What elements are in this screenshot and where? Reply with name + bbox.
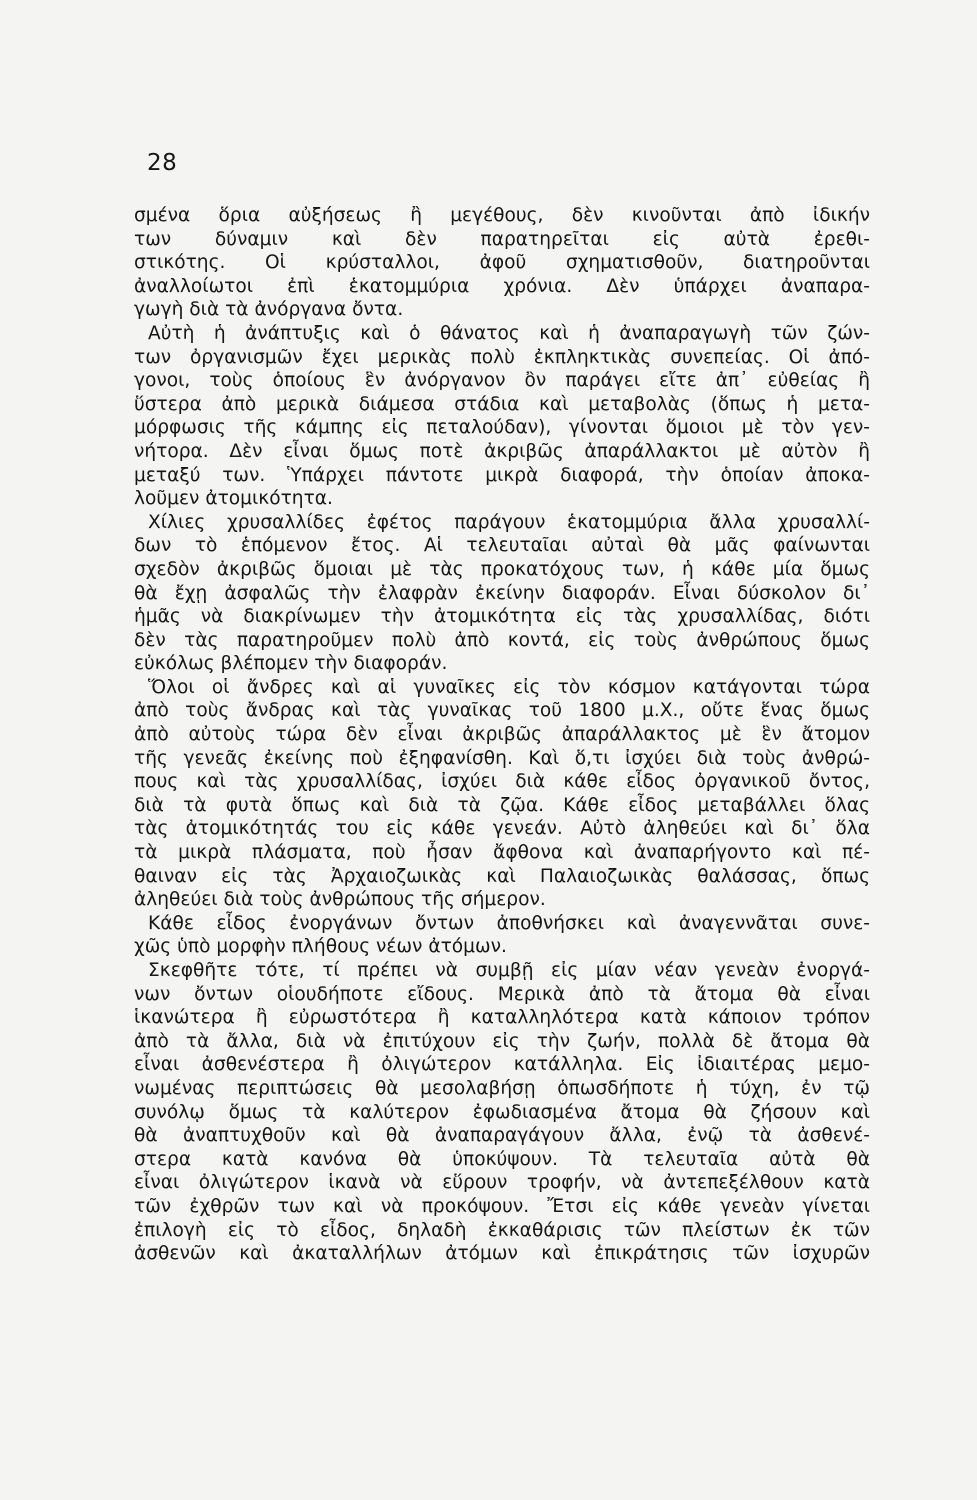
text-line: ἐπιλογὴ εἰς τὸ εἶδος, δηλαδὴ ἐκκαθάρισις τῶν πλείστων ἐκ τῶν xyxy=(134,1219,870,1241)
text-line: διὰ τὰ φυτὰ ὅπως καὶ διὰ τὰ ζῷα. Κάθε εἶδος μεταβάλλει ὅλας xyxy=(134,794,870,816)
text-line: των ὀργανισμῶν ἔχει μερικὰς πολὺ ἐκπληκτικὰς συνεπείας. Οἱ ἀπό- xyxy=(134,346,870,368)
text-line: πους καὶ τὰς χρυσαλλίδας, ἰσχύει διὰ κάθε εἶδος ὀργανικοῦ ὄντος, xyxy=(134,771,870,793)
text-line: νων ὄντων οἱουδήποτε εἴδους. Μερικὰ ἀπὸ τὰ ἄτομα θὰ εἶναι xyxy=(134,983,870,1005)
page-number: 28 xyxy=(147,150,178,176)
text-line: μόρφωσις τῆς κάμπης εἰς πεταλούδαν), γίνονται ὅμοιοι μὲ τὸν γεν- xyxy=(134,417,870,439)
text-line: ἀπὸ τὰ ἄλλα, διὰ νὰ ἐπιτύχουν εἰς τὴν ζωήν, πολλὰ δὲ ἄτομα θὰ xyxy=(134,1030,870,1052)
text-line: γονοι, τοὺς ὁποίους ἓν ἀνόργανον ὂν παράγει εἴτε ἀπ᾽ εὐθείας ἢ xyxy=(134,370,870,392)
text-line: εὐκόλως βλέπομεν τὴν διαφοράν. xyxy=(134,653,448,675)
text-line: ἀναλλοίωτοι ἐπὶ ἑκατομμύρια χρόνια. Δὲν ὑπάρχει ἀναπαρα- xyxy=(134,275,870,297)
text-line: στερα κατὰ κανόνα θὰ ὑποκύψουν. Τὰ τελευταῖα αὐτὰ θὰ xyxy=(134,1148,870,1170)
text-line: εἶναι ὀλιγώτερον ἱκανὰ νὰ εὕρουν τροφήν, νὰ ἀντεπεξέλθουν κατὰ xyxy=(134,1172,870,1194)
text-line: δων τὸ ἑπόμενον ἔτος. Αἱ τελευταῖαι αὐταὶ θὰ μᾶς φαίνωνται xyxy=(134,535,870,557)
text-line: Χίλιες χρυσαλλίδες ἐφέτος παράγουν ἑκατομμύρια ἄλλα χρυσαλλί- xyxy=(148,511,870,533)
text-line: θὰ ἀναπτυχθοῦν καὶ θὰ ἀναπαραγάγουν ἄλλα, ἐνῷ τὰ ἀσθενέ- xyxy=(134,1125,870,1147)
text-line: Κάθε εἶδος ἐνοργάνων ὄντων ἀποθνήσκει καὶ ἀναγεννᾶται συνε- xyxy=(148,912,870,934)
text-line: Αὐτὴ ἡ ἀνάπτυξις καὶ ὁ θάνατος καὶ ἡ ἀναπαραγωγὴ τῶν ζών- xyxy=(148,322,870,344)
text-line: των δύναμιν καὶ δὲν παρατηρεῖται εἰς αὐτὰ ἐρεθι- xyxy=(134,228,870,250)
body-text xyxy=(134,204,870,1266)
text-line: τῆς γενεᾶς ἐκείνης ποὺ ἐξηφανίσθη. Καὶ ὅ,τι ἰσχύει διὰ τοὺς ἀνθρώ- xyxy=(134,747,870,769)
text-line: σμένα ὅρια αὐξήσεως ἢ μεγέθους, δὲν κινοῦνται ἀπὸ ἰδικήν xyxy=(134,205,870,226)
text-line: χῶς ὑπὸ μορφὴν πλήθους νέων ἀτόμων. xyxy=(134,936,507,958)
text-line: τὰ μικρὰ πλάσματα, ποὺ ἦσαν ἄφθονα καὶ ἀναπαρήγοντο καὶ πέ- xyxy=(134,842,870,864)
text-line: σχεδὸν ἀκριβῶς ὅμοιαι μὲ τὰς προκατόχους των, ἡ κάθε μία ὅμως xyxy=(134,558,870,580)
text-line: ἀπὸ τοὺς ἄνδρας καὶ τὰς γυναῖκας τοῦ 1800 μ.Χ., οὔτε ἕνας ὅμως xyxy=(134,700,870,722)
text-line: ἀσθενῶν καὶ ἀκαταλλήλων ἀτόμων καὶ ἐπικράτησις τῶν ἰσχυρῶν xyxy=(134,1243,870,1265)
text-line: ἱκανώτερα ἢ εὐρωστότερα ἢ καταλληλότερα κατὰ κάποιον τρόπον xyxy=(134,1007,870,1029)
text-line: εἶναι ἀσθενέστερα ἢ ὀλιγώτερον κατάλληλα. Εἰς ἰδιαιτέρας μεμο- xyxy=(134,1054,870,1076)
text-line: στικότης. Οἱ κρύσταλλοι, ἀφοῦ σχηματισθοῦν, διατηροῦνται xyxy=(134,252,870,274)
text-line: λοῦμεν ἀτομικότητα. xyxy=(134,488,333,510)
text-line: νωμένας περιπτώσεις θὰ μεσολαβήσῃ ὁπωσδήποτε ἡ τύχη, ἐν τῷ xyxy=(134,1077,870,1099)
text-line: συνόλῳ ὅμως τὰ καλύτερον ἐφωδιασμένα ἄτομα θὰ ζήσουν καὶ xyxy=(134,1101,870,1123)
text-line: ὕστερα ἀπὸ μερικὰ διάμεσα στάδια καὶ μεταβολὰς (ὅπως ἡ μετα- xyxy=(134,393,870,415)
text-line: ἡμᾶς νὰ διακρίνωμεν τὴν ἀτομικότητα εἰς τὰς χρυσαλλίδας, διότι xyxy=(134,606,870,628)
text-line: θαιναν εἰς τὰς Ἀρχαιοζωικὰς καὶ Παλαιοζωικὰς θαλάσσας, ὅπως xyxy=(134,865,870,887)
text-line: θὰ ἔχῃ ἀσφαλῶς τὴν ἐλαφρὰν ἐκείνην διαφοράν. Εἶναι δύσκολον δι᾽ xyxy=(134,582,870,604)
text-line: τὰς ἀτομικότητάς του εἰς κάθε γενεάν. Αὐτὸ ἀληθεύει καὶ δι᾽ ὅλα xyxy=(134,818,870,840)
text-line: δὲν τὰς παρατηροῦμεν πολὺ ἀπὸ κοντά, εἰς τοὺς ἀνθρώπους ὅμως xyxy=(134,629,870,651)
text-line: ἀληθεύει διὰ τοὺς ἀνθρώπους τῆς σήμερον. xyxy=(134,889,546,911)
text-line: ἀπὸ αὐτοὺς τώρα δὲν εἶναι ἀκριβῶς ἀπαράλλακτος μὲ ἓν ἄτομον xyxy=(134,724,870,746)
text-line: μεταξύ των. Ὑπάρχει πάντοτε μικρὰ διαφορά, τὴν ὁποίαν ἀποκα- xyxy=(134,464,870,486)
text-line: γωγὴ διὰ τὰ ἀνόργανα ὄντα. xyxy=(134,299,404,321)
text-line: τῶν ἐχθρῶν των καὶ νὰ προκόψουν. Ἔτσι εἰς κάθε γενεὰν γίνεται xyxy=(134,1195,870,1217)
text-line: Σκεφθῆτε τότε, τί πρέπει νὰ συμβῇ εἰς μίαν νέαν γενεὰν ἐνοργά- xyxy=(148,960,870,981)
text-line: νήτορα. Δὲν εἶναι ὅμως ποτὲ ἀκριβῶς ἀπαράλλακτοι μὲ αὐτὸν ἢ xyxy=(134,440,870,462)
text-line: Ὅλοι οἱ ἄνδρες καὶ αἱ γυναῖκες εἰς τὸν κόσμον κατάγονται τώρα xyxy=(148,676,870,698)
